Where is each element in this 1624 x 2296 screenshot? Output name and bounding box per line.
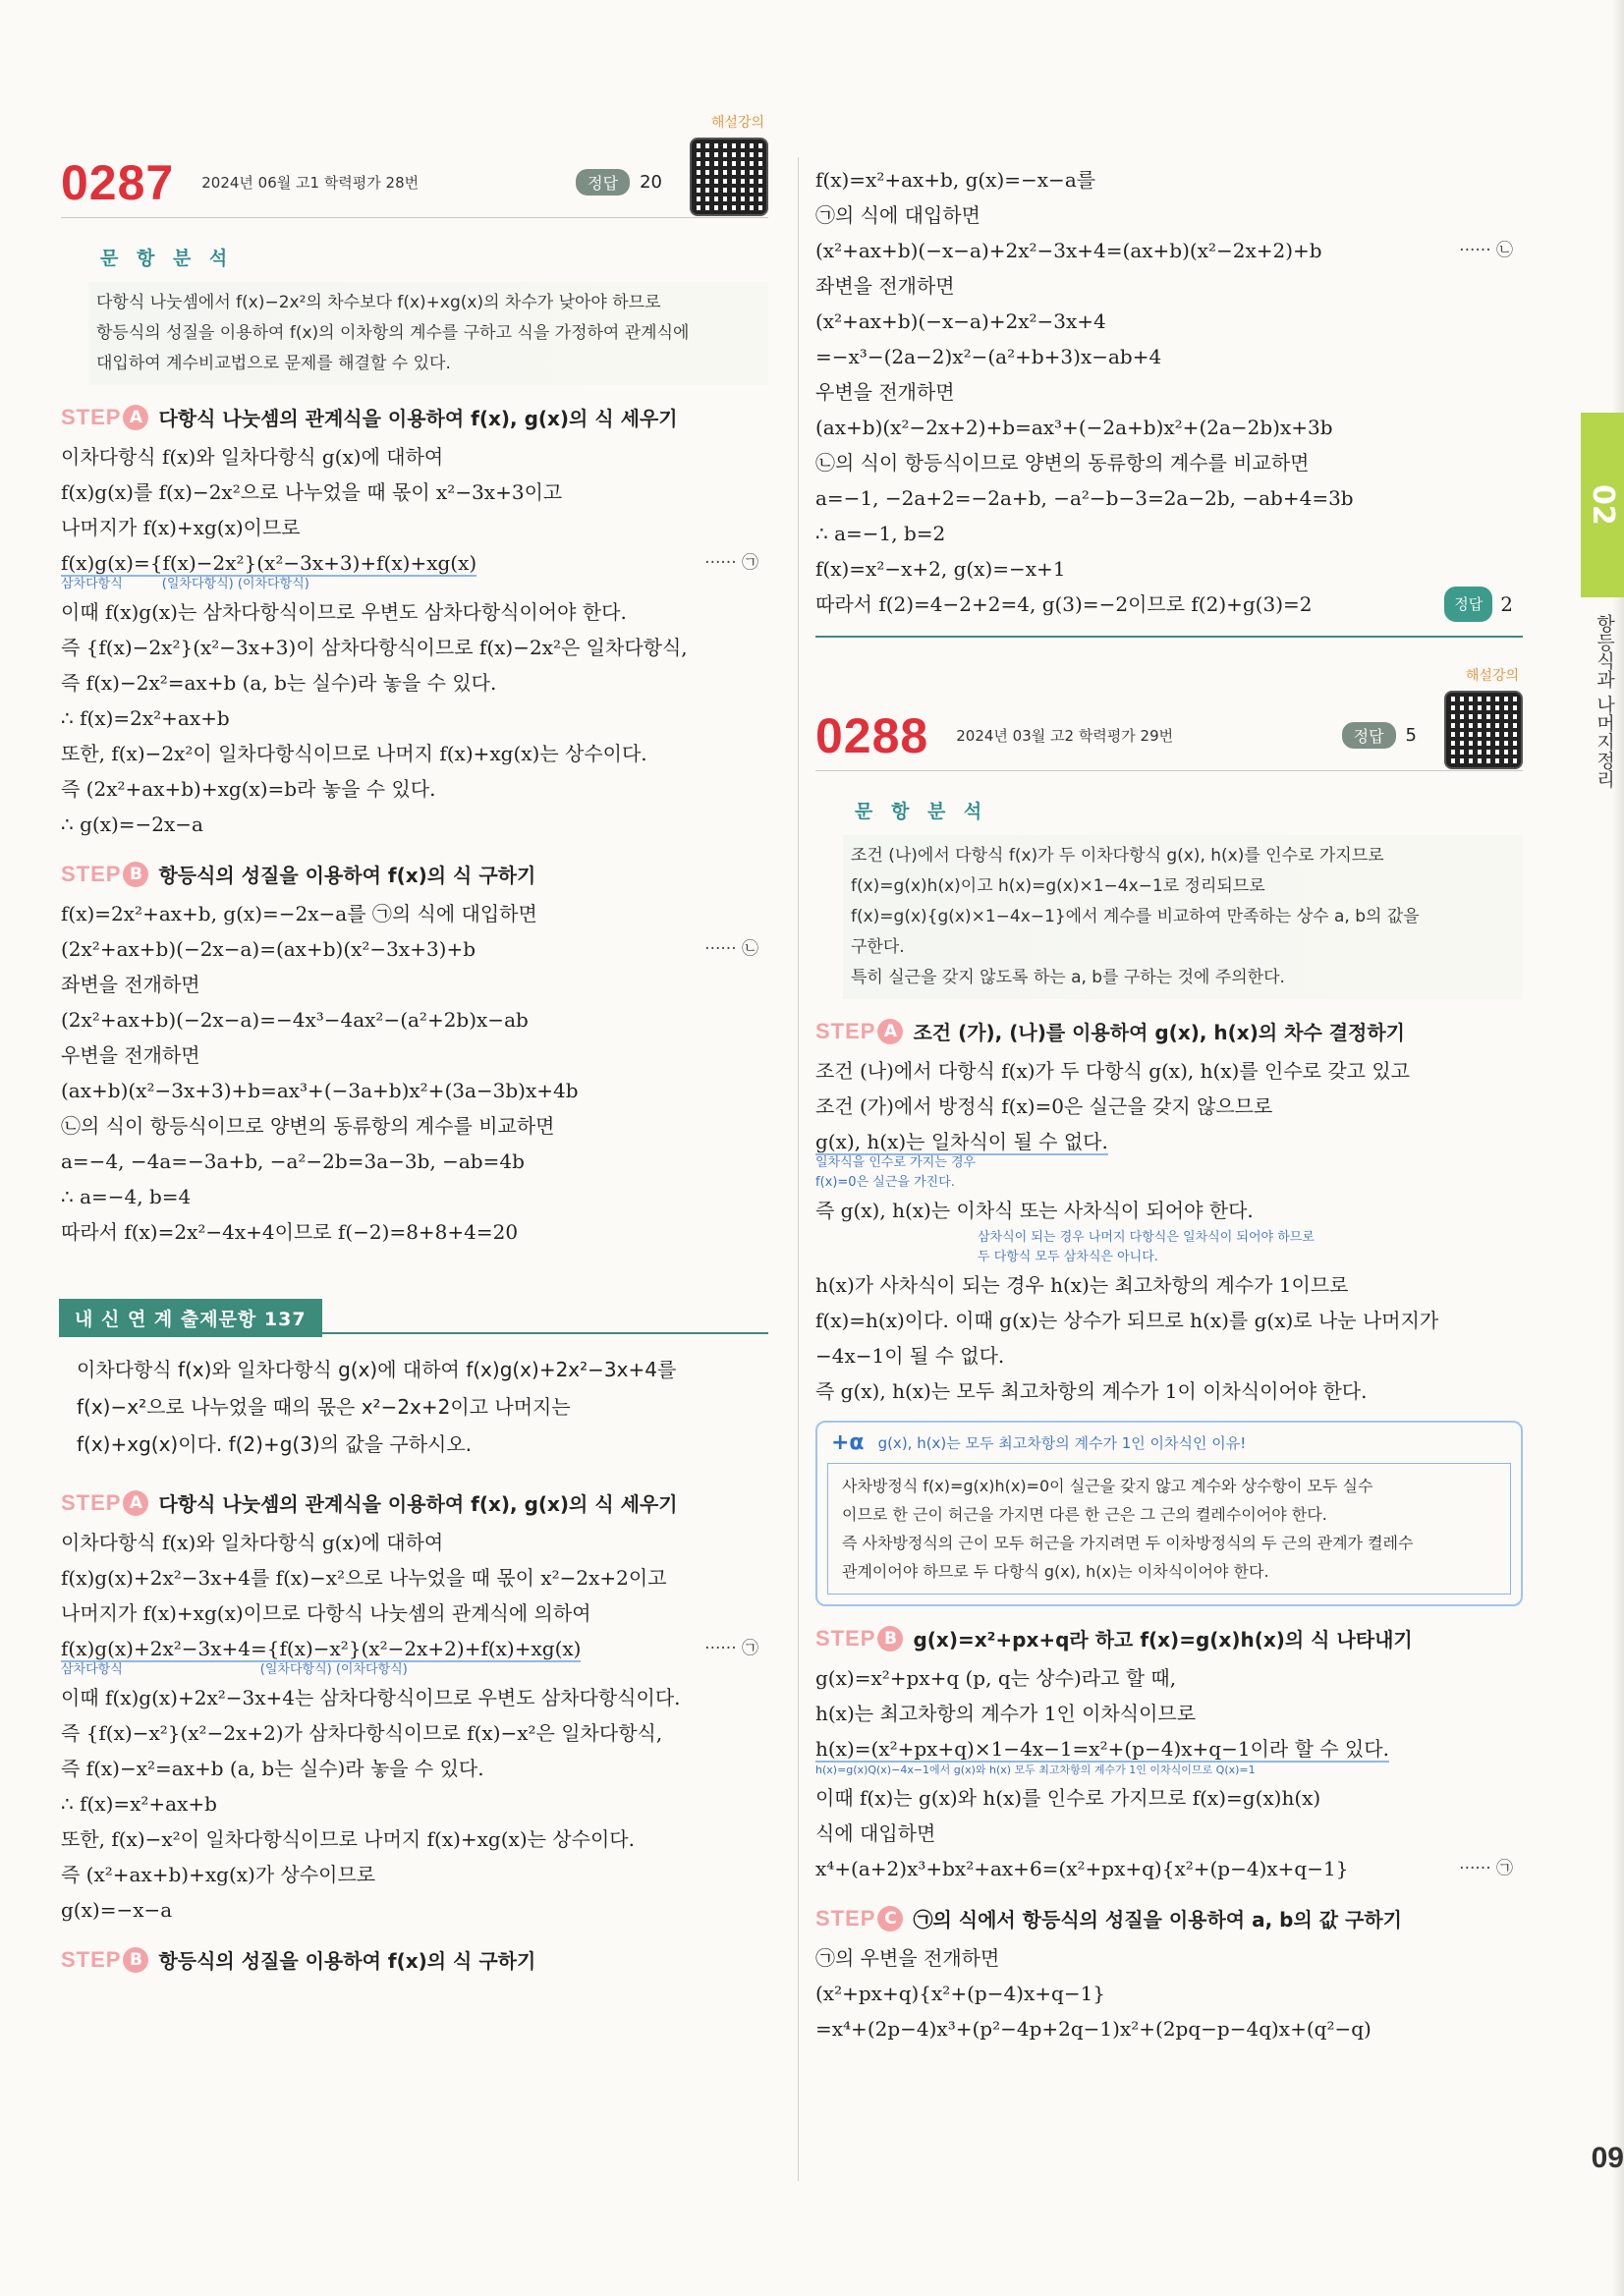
column-divider	[798, 157, 799, 2181]
answer-badge: 정답	[1342, 722, 1396, 749]
solution-line: 또한, f(x)−2x²이 일차다항식이므로 나머지 f(x)+xg(x)는 상수이다.	[61, 742, 647, 765]
solution-line	[815, 1731, 1523, 1766]
solution-line: 좌변을 전개하면	[61, 973, 200, 996]
solution-line: 또한, f(x)−x²이 일차다항식이므로 나머지 f(x)+xg(x)는 상수이다.	[61, 1827, 635, 1851]
solution-line: 우변을 전개하면	[815, 380, 955, 404]
step-label: STEP	[815, 1905, 876, 1931]
related-step-a-heading	[61, 1488, 768, 1517]
problem-line: f(x)−x²으로 나누었을 때의 몫은 x²−2x+2이고 나머지는	[77, 1395, 571, 1419]
step-letter-icon: B	[877, 1626, 903, 1652]
answer-badge: 정답	[1444, 587, 1492, 622]
solution-line: (x²+ax+b)(−x−a)+2x²−3x+4	[815, 309, 1106, 333]
solution-line: 즉 g(x), h(x)는 모두 최고차항의 계수가 1이 이차식이어야 한다.	[815, 1379, 1368, 1403]
equation: x⁴+(a+2)x³+bx²+ax+6=(x²+px+q){x²+(p−4)x+q−1}	[815, 1857, 1349, 1880]
related-problem-title: 내 신 연 계 출제문항 137	[59, 1299, 322, 1337]
page-number: 09	[1591, 2142, 1624, 2174]
chapter-title: 항등식과 나머지정리	[1594, 614, 1615, 789]
equation-line	[61, 545, 768, 581]
solution-line: g(x)=−x−a	[61, 1898, 173, 1922]
solution-line: h(x)가 사차식이 되는 경우 h(x)는 최고차항의 계수가 1이므로	[815, 1273, 1349, 1297]
step-note: 일차식을 인수로 가지는 경우	[815, 1155, 977, 1170]
solution-line: ∴ a=−4, b=4	[61, 1185, 192, 1208]
section-rule	[815, 636, 1523, 638]
analysis-line: 구한다.	[851, 937, 905, 957]
answer-value: 20	[640, 172, 662, 193]
step-title: 다항식 나눗셈의 관계식을 이용하여 f(x), g(x)의 식 세우기	[158, 1492, 678, 1516]
solution-line: f(x)=x²−x+2, g(x)=−x+1	[815, 557, 1066, 581]
note-left: 삼차다항식	[61, 577, 123, 591]
problem-line: 이차다항식 f(x)와 일차다항식 g(x)에 대하여 f(x)g(x)+2x²−3x+4를	[77, 1358, 677, 1381]
solution-line: ∴ a=−1, b=2	[815, 522, 946, 545]
analysis-line: 다항식 나눗셈에서 f(x)−2x²의 차수보다 f(x)+xg(x)의 차수가 낮아야 하므로	[96, 293, 661, 312]
analysis-title: 문 항 분 석	[100, 248, 234, 269]
question-header-0287	[61, 115, 768, 218]
equation-line	[61, 1631, 768, 1666]
step-letter-icon: A	[123, 1490, 148, 1516]
step-letter-icon: B	[123, 862, 148, 887]
related-problem-header	[59, 1299, 768, 1337]
solution-line: =x⁴+(2p−4)x³+(p²−4p+2q−1)x²+(2pq−p−4q)x+(q²−q)	[815, 2017, 1372, 2041]
solution-line: 따라서 f(x)=2x²−4x+4이므로 f(−2)=8+8+4=20	[61, 1220, 519, 1244]
step-title: 항등식의 성질을 이용하여 f(x)의 식 구하기	[158, 1949, 536, 1973]
plus-alpha-header	[817, 1423, 1521, 1463]
solution-line: 이때 f(x)g(x)+2x²−3x+4는 삼차다항식이므로 우변도 삼차다항식이다.	[61, 1686, 681, 1709]
solution-line: 나머지가 f(x)+xg(x)이므로	[61, 516, 301, 539]
equation-tag: ······ ㉠	[1459, 1859, 1513, 1878]
analysis-line: f(x)=g(x)h(x)이고 h(x)=g(x)×1−4x−1로 정리되므로	[851, 876, 1265, 896]
solution-line: h(x)는 최고차항의 계수가 1인 이차식이므로	[815, 1702, 1197, 1725]
related-problem-text	[77, 1351, 768, 1463]
solution-line: 우변을 전개하면	[61, 1043, 200, 1067]
solution-line: 즉 {f(x)−x²}(x²−2x+2)가 삼차다항식이므로 f(x)−x²은 일차다항식,	[61, 1721, 663, 1745]
equation-tag: ······ ㉡	[704, 939, 758, 959]
solution-line: 조건 (가)에서 방정식 f(x)=0은 실근을 갖지 않으므로	[815, 1094, 1273, 1118]
equation-line	[815, 233, 1523, 268]
solution-line: ∴ g(x)=−2x−a	[61, 812, 203, 836]
step-label: STEP	[61, 861, 122, 886]
analysis-text	[843, 835, 1523, 999]
answer-box	[576, 169, 662, 196]
solution-line: 이차다항식 f(x)와 일차다항식 g(x)에 대하여	[61, 1531, 444, 1554]
step-title: ㉠의 식에서 항등식의 성질을 이용하여 a, b의 값 구하기	[913, 1908, 1402, 1932]
related-step-b-heading	[61, 1945, 768, 1974]
step-letter-icon: C	[877, 1906, 903, 1932]
question-source: 2024년 03월 고2 학력평가 29번	[956, 727, 1174, 745]
answer-box	[1342, 722, 1417, 749]
step-b-heading	[815, 1624, 1523, 1652]
step-label: STEP	[61, 1489, 122, 1515]
equation-line	[815, 1851, 1523, 1886]
step-title: g(x)=x²+px+q라 하고 f(x)=g(x)h(x)의 식 나타내기	[913, 1628, 1413, 1652]
solution-line: 조건 (나)에서 다항식 f(x)가 두 다항식 g(x), h(x)를 인수로 갖고 있고	[815, 1059, 1410, 1083]
solution-line: (ax+b)(x²−2x+2)+b=ax³+(−2a+b)x²+(2a−2b)x+3b	[815, 416, 1333, 439]
equation: f(x)g(x)={f(x)−2x²}(x²−3x+3)+f(x)+xg(x)	[61, 551, 477, 575]
equation-tag: ······ ㉠	[704, 1639, 758, 1658]
plus-alpha-body	[827, 1463, 1511, 1595]
solution-line: f(x)=2x²+ax+b, g(x)=−2x−a를 ㉠의 식에 대입하면	[61, 902, 537, 925]
solution-line: ㉡의 식이 항등식이므로 양변의 동류항의 계수를 비교하면	[815, 451, 1310, 475]
solution-line: a=−1, −2a+2=−2a+b, −a²−b−3=2a−2b, −ab+4=3b	[815, 486, 1354, 510]
analysis-line: 대입하여 계수비교법으로 문제를 해결할 수 있다.	[96, 354, 451, 373]
plus-alpha-title: g(x), h(x)는 모두 최고차항의 계수가 1인 이차식인 이유!	[877, 1434, 1247, 1452]
qr-label: 해설강의	[1465, 668, 1519, 684]
step-title: 다항식 나눗셈의 관계식을 이용하여 f(x), g(x)의 식 세우기	[158, 407, 678, 430]
step-letter-icon: A	[877, 1019, 903, 1044]
solution-line	[815, 1124, 1523, 1159]
analysis-line: 조건 (나)에서 다항식 f(x)가 두 이차다항식 g(x), h(x)를 인수로 가지므로	[851, 846, 1384, 866]
step-note: 두 다항식 모두 삼차식은 아니다.	[978, 1250, 1158, 1264]
solution-line: 즉 (x²+ax+b)+xg(x)가 상수이므로	[61, 1863, 376, 1886]
solution-line: 이때 f(x)g(x)는 삼차다항식이므로 우변도 삼차다항식이어야 한다.	[61, 600, 627, 624]
final-answer-line	[815, 587, 1523, 622]
solution-line: 이때 f(x)는 g(x)와 h(x)를 인수로 가지므로 f(x)=g(x)h(x)	[815, 1786, 1321, 1810]
analysis-line: f(x)=g(x){g(x)×1−4x−1}에서 계수를 비교하여 만족하는 상수 a, b의 값을	[851, 907, 1420, 926]
step-letter-icon: A	[123, 405, 148, 430]
solution-line: 좌변을 전개하면	[815, 274, 955, 298]
solution-line: a=−4, −4a=−3a+b, −a²−2b=3a−3b, −ab=4b	[61, 1149, 525, 1173]
alpha-line: 이므로 한 근이 허근을 가지면 다른 한 근은 그 근의 켤레수이어야 한다.	[842, 1505, 1327, 1524]
alpha-line: 즉 사차방정식의 근이 모두 허근을 가지려면 두 이차방정식의 두 근의 관계가 켤레수	[842, 1534, 1414, 1552]
underlined-text: g(x), h(x)는 일차식이 될 수 없다.	[815, 1130, 1108, 1153]
solution-line: g(x)=x²+px+q (p, q는 상수)라고 할 때,	[815, 1666, 1177, 1690]
chapter-tab[interactable]: 02	[1581, 413, 1624, 597]
plus-alpha-box	[815, 1421, 1523, 1606]
problem-line: f(x)+xg(x)이다. f(2)+g(3)의 값을 구하시오.	[77, 1432, 473, 1456]
question-number: 0287	[61, 154, 175, 210]
equation: f(x)g(x)+2x²−3x+4={f(x)−x²}(x²−2x+2)+f(x)+xg(x)	[61, 1637, 582, 1660]
solution-line: 즉 (2x²+ax+b)+xg(x)=b라 놓을 수 있다.	[61, 777, 436, 801]
analysis-text	[88, 282, 768, 385]
solution-line: ㉡의 식이 항등식이므로 양변의 동류항의 계수를 비교하면	[61, 1114, 555, 1138]
final-statement: 따라서 f(2)=4−2+2=4, g(3)=−2이므로 f(2)+g(3)=2	[815, 592, 1313, 616]
note-right: (일차다항식) (이차다항식)	[161, 577, 309, 591]
qr-code-icon[interactable]	[690, 138, 768, 216]
step-title: 조건 (가), (나)를 이용하여 g(x), h(x)의 차수 결정하기	[913, 1021, 1406, 1044]
step-title: 항등식의 성질을 이용하여 f(x)의 식 구하기	[158, 864, 536, 887]
solution-line: 이차다항식 f(x)와 일차다항식 g(x)에 대하여	[61, 445, 444, 469]
equation: (x²+ax+b)(−x−a)+2x²−3x+4=(ax+b)(x²−2x+2)+b	[815, 239, 1322, 262]
qr-label: 해설강의	[710, 115, 764, 131]
step-note: f(x)=0은 실근을 가진다.	[815, 1175, 955, 1190]
solution-line: f(x)g(x)+2x²−3x+4를 f(x)−x²으로 나누었을 때 몫이 x²−2x+2이고	[61, 1566, 667, 1590]
answer-value: 5	[1405, 725, 1417, 746]
solution-line: ㉠의 우변을 전개하면	[815, 1946, 1000, 1970]
equation-tag: ······ ㉡	[1459, 241, 1513, 260]
solution-line: ∴ f(x)=x²+ax+b	[61, 1792, 217, 1816]
step-note: h(x)=g(x)Q(x)−4x−1에서 g(x)와 h(x) 모두 최고차항의 계수가 1인 이차식이므로 Q(x)=1	[815, 1764, 1256, 1776]
question-header-0288	[815, 668, 1523, 771]
solution-line: 나머지가 f(x)+xg(x)이므로 다항식 나눗셈의 관계식에 의하여	[61, 1601, 591, 1625]
solution-line: −4x−1이 될 수 없다.	[815, 1344, 1005, 1368]
step-a-heading	[815, 1017, 1523, 1045]
equation-line	[61, 931, 768, 967]
step-b-heading	[61, 860, 768, 888]
solution-line: f(x)=h(x)이다. 이때 g(x)는 상수가 되므로 h(x)를 g(x)로 나눈 나머지가	[815, 1309, 1439, 1332]
alpha-line: 사차방정식 f(x)=g(x)h(x)=0이 실근을 갖지 않고 계수와 상수항이 모두 실수	[842, 1477, 1373, 1495]
solution-line: =−x³−(2a−2)x²−(a²+b+3)x−ab+4	[815, 345, 1162, 368]
page-gutter-shadow	[1612, 0, 1624, 2296]
question-source: 2024년 06월 고1 학력평가 28번	[201, 174, 420, 192]
solution-line: f(x)=x²+ax+b, g(x)=−x−a를	[815, 168, 1096, 192]
step-label: STEP	[61, 1946, 122, 1972]
step-letter-icon: B	[123, 1947, 148, 1973]
solution-line: 즉 f(x)−x²=ax+b (a, b는 실수)라 놓을 수 있다.	[61, 1757, 484, 1780]
solution-line: f(x)g(x)를 f(x)−2x²으로 나누었을 때 몫이 x²−3x+3이고	[61, 480, 563, 504]
alpha-line: 관계이어야 하므로 두 다항식 g(x), h(x)는 이차식이어야 한다.	[842, 1562, 1269, 1581]
step-label: STEP	[815, 1625, 876, 1651]
solution-line: 즉 {f(x)−2x²}(x²−3x+3)이 삼차다항식이므로 f(x)−2x²은 일차다항식,	[61, 636, 688, 659]
step-label: STEP	[61, 404, 122, 429]
analysis-line: 항등식의 성질을 이용하여 f(x)의 이차항의 계수를 구하고 식을 가정하여 관계식에	[96, 323, 690, 343]
solution-line: (x²+px+q){x²+(p−4)x+q−1}	[815, 1982, 1106, 2005]
step-a-heading	[61, 403, 768, 431]
answer-value: 2	[1500, 592, 1513, 616]
solution-line: (ax+b)(x²−3x+3)+b=ax³+(−3a+b)x²+(3a−3b)x+4b	[61, 1079, 579, 1102]
question-number: 0288	[815, 707, 929, 763]
right-column	[815, 162, 1523, 2046]
qr-code-icon[interactable]	[1444, 691, 1523, 769]
note-right: (일차다항식) (이차다항식)	[259, 1662, 408, 1677]
underlined-text: h(x)=(x²+px+q)×1−4x−1=x²+(p−4)x+q−1이라 할 수 있다.	[815, 1737, 1389, 1761]
answer-badge: 정답	[576, 169, 630, 196]
solution-line: 즉 g(x), h(x)는 이차식 또는 사차식이 되어야 한다.	[815, 1199, 1254, 1222]
solution-line: ∴ f(x)=2x²+ax+b	[61, 706, 230, 730]
final-answer	[1444, 587, 1513, 622]
left-column	[61, 115, 768, 1982]
equation: (2x²+ax+b)(−2x−a)=(ax+b)(x²−3x+3)+b	[61, 937, 476, 961]
analysis-line: 특히 실근을 갖지 않도록 하는 a, b를 구하는 것에 주의한다.	[851, 968, 1285, 987]
analysis-title: 문 항 분 석	[855, 801, 988, 822]
step-label: STEP	[815, 1018, 876, 1043]
equation-tag: ······ ㉠	[704, 553, 758, 573]
note-left: 삼차다항식	[61, 1662, 123, 1677]
related-rule	[322, 1332, 768, 1334]
step-note: 삼차식이 되는 경우 나머지 다항식은 일차식이 되어야 하므로	[978, 1230, 1315, 1245]
step-c-heading	[815, 1904, 1523, 1932]
solution-line: (2x²+ax+b)(−2x−a)=−4x³−4ax²−(a²+2b)x−ab	[61, 1008, 529, 1032]
plus-alpha-icon: +α	[831, 1430, 865, 1455]
solution-line: 식에 대입하면	[815, 1821, 936, 1845]
solution-line: 즉 f(x)−2x²=ax+b (a, b는 실수)라 놓을 수 있다.	[61, 671, 497, 695]
solution-line: ㉠의 식에 대입하면	[815, 203, 980, 227]
